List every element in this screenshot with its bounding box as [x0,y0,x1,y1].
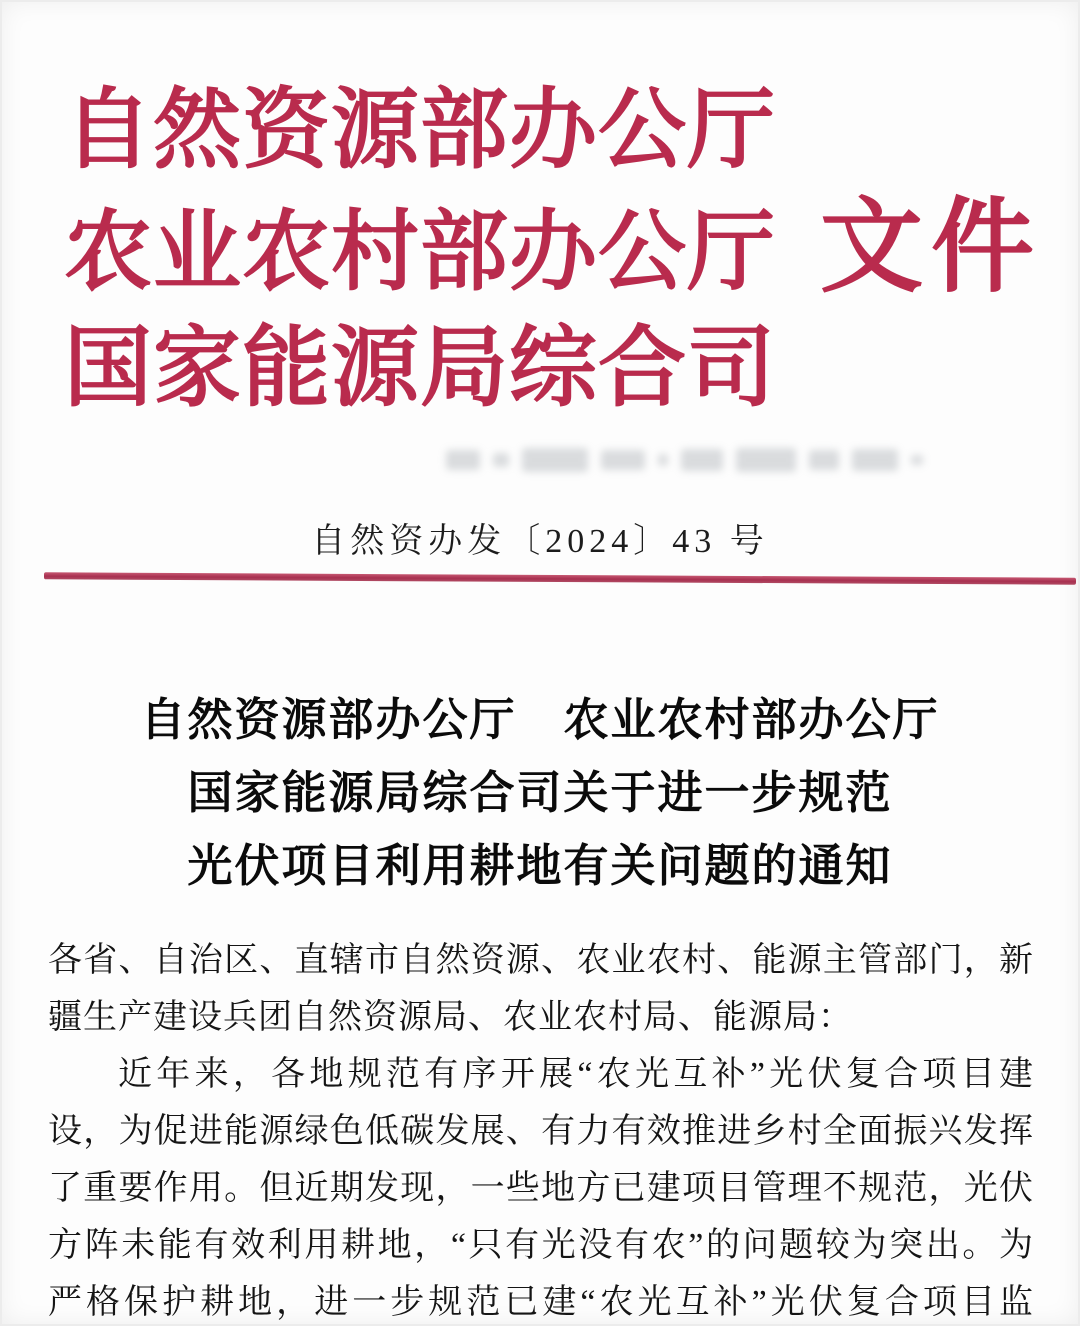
body-line-paragraph: 设，为促进能源绿色低碳发展、有力有效推进乡村全面振兴发挥 [48,1113,1034,1150]
title-line-2: 国家能源局综合司关于进一步规范 [187,768,893,818]
letterhead-line-3: 国家能源局综合司 [64,321,777,418]
body-line-salutation-1: 各省、自治区、直辖市自然资源、农业农村、能源主管部门，新 [48,942,1034,979]
letterhead-document-label: 文件 [820,191,1043,305]
smudge-mark [493,453,509,467]
faded-text-artifact [446,447,1064,473]
letterhead-agency-2: 农业农村部办公厅 [64,205,777,302]
document-body [48,932,1034,1326]
smudge-mark [736,448,796,472]
letterhead-line-1: 自然资源部办公厅 [64,83,777,180]
body-line-salutation-2: 疆生产建设兵团自然资源局、农业农村局、能源局： [48,999,853,1036]
body-line-paragraph: 方阵未能有效利用耕地，“只有光没有农”的问题较为突出。为 [48,1227,1034,1264]
smudge-mark [446,450,480,470]
body-line-paragraph: 近年来，各地规范有序开展“农光互补”光伏复合项目建 [118,1056,1034,1093]
body-line-paragraph: 严格保护耕地，进一步规范已建“农光互补”光伏复合项目监 [48,1284,1034,1321]
smudge-mark [522,448,588,472]
red-separator-line [44,572,1076,584]
smudge-mark [601,450,645,470]
document-title [0,684,1080,903]
body-line-paragraph: 了重要作用。但近期发现，一些地方已建项目管理不规范，光伏 [48,1170,1034,1207]
smudge-mark [911,455,923,465]
document-number: 自然资办发〔2024〕43 号 [311,523,769,560]
letterhead-line-2 [64,190,1060,312]
title-line-1: 自然资源部办公厅 农业农村部办公厅 [140,695,940,745]
letterhead [64,74,1060,428]
title-line-3: 光伏项目利用耕地有关问题的通知 [187,841,893,891]
smudge-mark [681,449,723,471]
smudge-mark [658,454,668,466]
smudge-mark [809,450,839,470]
smudge-mark [852,449,898,471]
